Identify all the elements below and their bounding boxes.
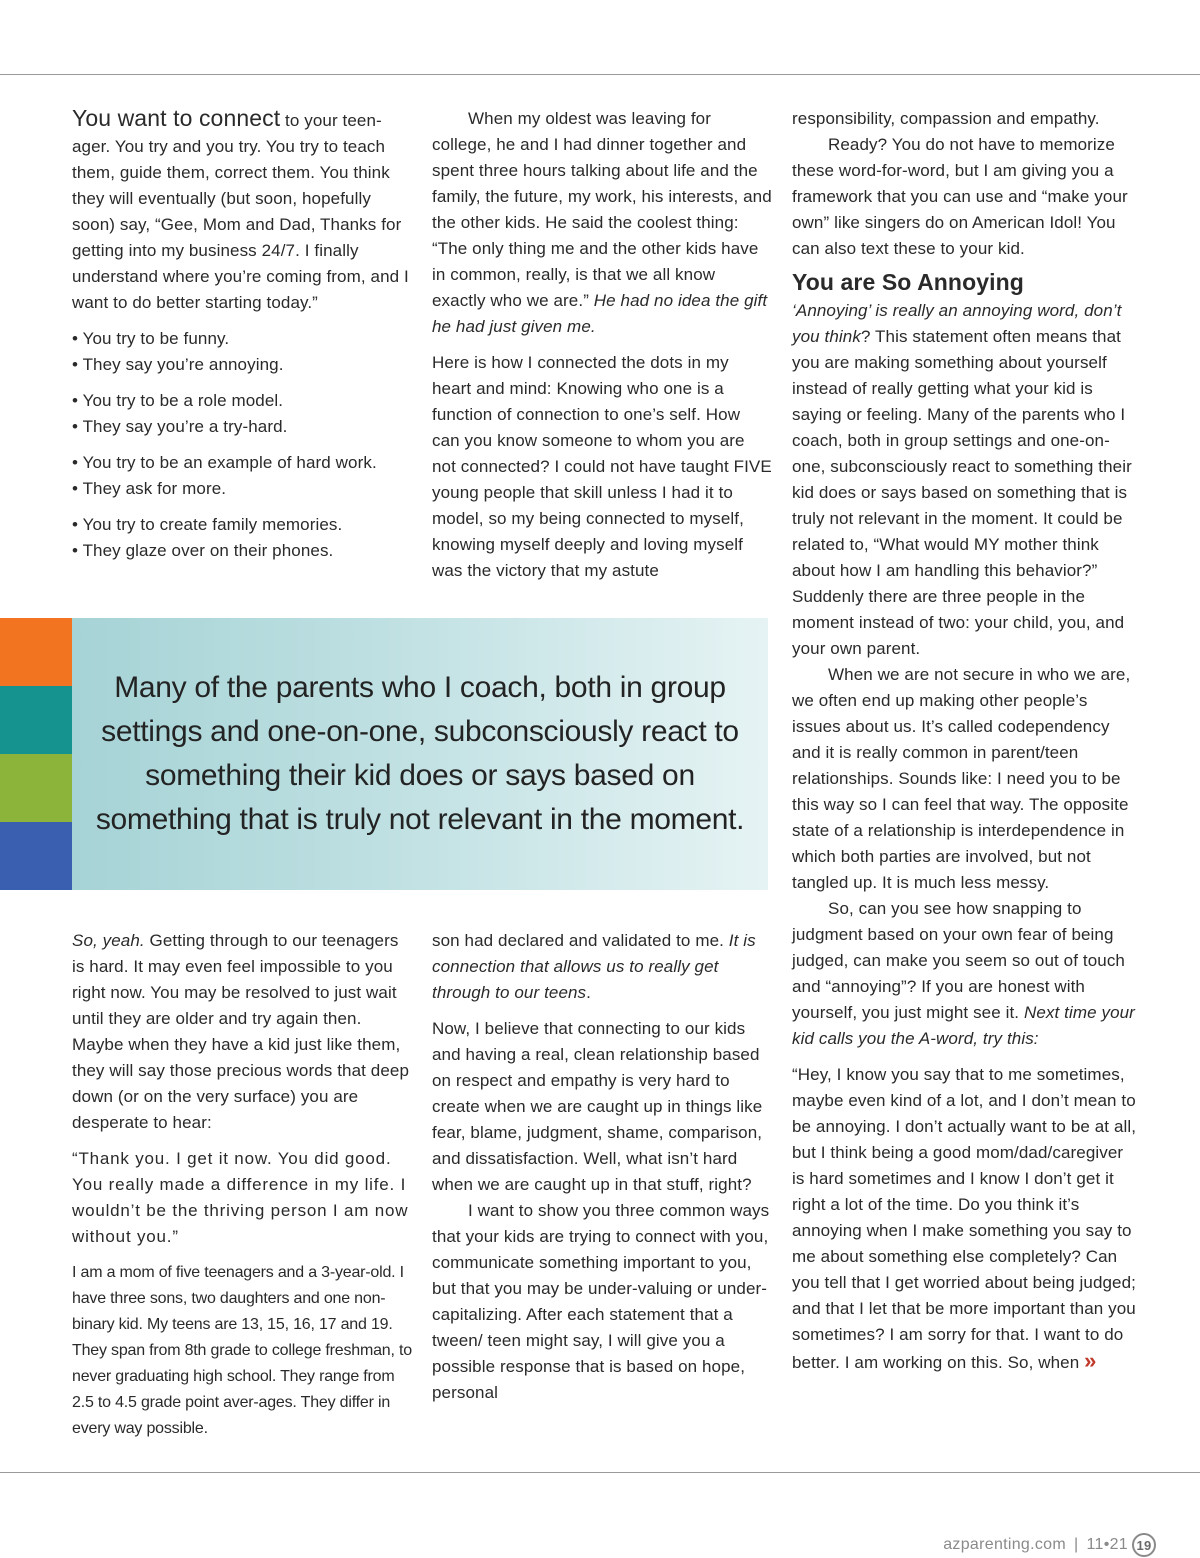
paragraph: So, yeah. Getting through to our teenagers is hard. It may even feel impossible to you right now. You may be resolved to just wait until they are older and try again then. Maybe when they have a kid just like them, they will say those precious words that deep down (or on the very surface) you are desperate to hear: (72, 931, 410, 1132)
paragraph: ‘Annoying’ is really an annoying word, don’t you think? This statement often means that you are making something about yourself instead of really getting what your kid is saying or feeling. Many of the parents who I coach, both in group settings and one-on-one, subconsciously react to something their kid does or says based on something that is truly not relevant in the moment. It could be related to, “What would MY mother think about how I am handling this behavior?” Suddenly there are three people in the moment instead of two: your child, you, and your own parent. (792, 301, 1132, 658)
paragraph: responsibility, compassion and empathy. (792, 109, 1100, 128)
pull-quote-box (72, 618, 768, 890)
paragraph: So, can you see how snapping to judgment based on your own fear of being judged, can make you seem so out of touch and “annoying”? If you are honest with yourself, you just might see it. Next time your kid calls you the A-word, try this: (792, 899, 1135, 1048)
issue-date: 11•21 (1086, 1536, 1128, 1553)
bullet-item: • You try to be an example of hard work. (72, 453, 377, 472)
continue-arrow-icon: » (1084, 1348, 1097, 1373)
lead-phrase: You want to connect (72, 105, 281, 131)
website-link[interactable]: azparenting.com (943, 1536, 1067, 1553)
paragraph: I want to show you three common ways that your kids are trying to connect with you, communicate something important to you, but that you may be under-valuing or under-capitalizing. After each statement that a tween/ teen might say, I will give you a possible response that is based on hope, personal (432, 1201, 770, 1402)
stripe-orange (0, 618, 72, 686)
paragraph: Ready? You do not have to memorize these word-for-word, but I am giving you a framework that you can use and “make your own” like singers do on American Idol! You can also text these to your kid. (792, 135, 1128, 258)
color-stripes (0, 618, 72, 890)
paragraph: “Hey, I know you say that to me sometimes, maybe even kind of a lot, and I don’t mean to be annoying. I don’t actually want to be at all, but I think being a good mom/dad/caregiver is hard sometimes and I know I don’t get it right a lot of the time. Do you think it’s annoying when I make something you say to me about something else completely? Can you tell that I get worried about being judged; and that I let that be more important than you sometimes? I am sorry for that. I want to do better. I am working on this. So, when » (792, 1065, 1137, 1373)
bullet-item: • They say you’re annoying. (72, 355, 284, 374)
bullet-item: • They glaze over on their phones. (72, 541, 334, 560)
column-1-top (72, 105, 412, 564)
stripe-teal (0, 686, 72, 754)
paragraph: Now, I believe that connecting to our kids and having a real, clean relationship based on respect and empathy is very hard to create when we are caught up in things like fear, blame, judgment, shame, comparison, and dissatisfaction. Well, what isn’t hard when we are caught up in that stuff, right? (432, 1019, 763, 1194)
column-3 (792, 106, 1138, 1376)
top-rule (0, 74, 1200, 75)
bullet-item: • You try to be a role model. (72, 391, 284, 410)
paragraph: Here is how I connected the dots in my heart and mind: Knowing who one is a function of connection to one’s self. How can you know someone to whom you are not connected? I could not have taught FIVE young people that skill unless I had it to model, so my being connected to myself, knowing myself deeply and loving myself was the victory that my astute (432, 353, 772, 580)
stripe-blue (0, 822, 72, 890)
column-2-top (432, 106, 772, 584)
paragraph: I am a mom of five teenagers and a 3-year-old. I have three sons, two daughters and one non-binary kid. My teens are 13, 15, 16, 17 and 19. They span from 8th grade to college freshman, to never graduating high school. They range from 2.5 to 4.5 grade point aver-ages. They differ in every way possible. (72, 1264, 412, 1437)
paragraph: son had declared and validated to me. It is connection that allows us to really get through to our teens. (432, 931, 756, 1002)
bullet-item: • They ask for more. (72, 479, 227, 498)
page-number: 19 (1132, 1533, 1156, 1557)
bullet-item: • They say you’re a try-hard. (72, 417, 288, 436)
pull-quote-text: Many of the parents who I coach, both in group settings and one-on-one, subconsciously react to something their kid does or says based on something that is truly not relevant in the moment. (95, 671, 745, 836)
quote-paragraph: “Thank you. I get it now. You did good. You really made a difference in my life. I wouldn’t be the thriving person I am now without you.” (72, 1149, 409, 1246)
column-2-bottom (432, 928, 772, 1406)
paragraph: When my oldest was leaving for college, he and I had dinner together and spent three hours talking about life and the family, the future, my work, his interests, and the other kids. He said the coolest thing: “The only thing me and the other kids have in common, really, is that we all know exactly who we are.” He had no idea the gift he had just given me. (432, 109, 772, 336)
bullet-item: • You try to create family memories. (72, 515, 343, 534)
bottom-rule (0, 1472, 1200, 1473)
paragraph: When we are not secure in who we are, we often end up making other people’s issues about us. It’s called codependency and it is really common in parent/teen relationships. Sounds like: I need you to be this way so I can feel that way. The opposite state of a relationship is interdependence in which both parties are involved, but not tangled up. It is much less messy. (792, 665, 1131, 892)
column-1-bottom (72, 928, 412, 1442)
page-footer (943, 1533, 1156, 1557)
separator: | (1074, 1536, 1079, 1553)
stripe-green (0, 754, 72, 822)
bullet-list (72, 326, 412, 564)
intro-paragraph: You want to connect to your teen-ager. You try and you try. You try to teach them, guide them, correct them. You think they will eventually (but soon, hopefully soon) say, “Gee, Mom and Dad, Thanks for getting into my business 24/7. I finally understand where you’re coming from, and I want to do better starting today.” (72, 105, 409, 312)
section-heading: You are So Annoying (792, 269, 1024, 295)
bullet-item: • You try to be funny. (72, 329, 230, 348)
